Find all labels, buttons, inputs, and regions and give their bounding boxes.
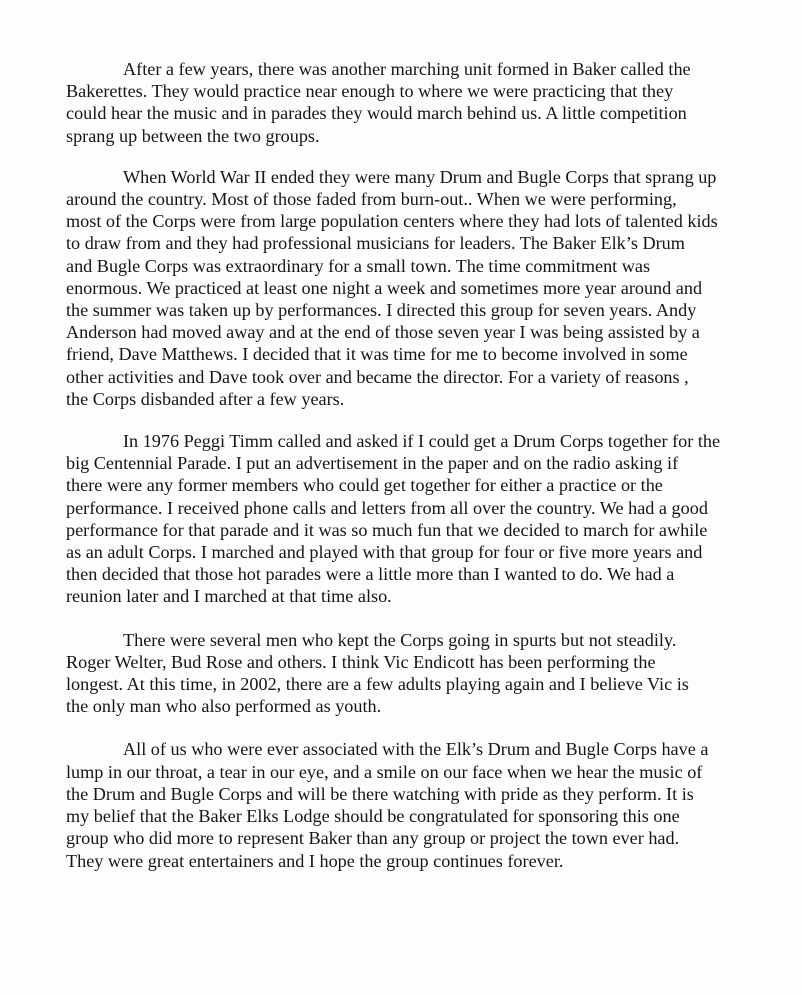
- text-line: They were great entertainers and I hope the group continues forever.: [66, 850, 564, 871]
- text-line: the Corps disbanded after a few years.: [66, 388, 345, 409]
- text-line: Roger Welter, Bud Rose and others. I think Vic Endicott has been performing the: [66, 651, 656, 672]
- text-line: After a few years, there was another marching unit formed in Baker called the: [123, 59, 691, 79]
- text-line: as an adult Corps. I marched and played with that group for four or five more years and: [66, 542, 703, 563]
- text-line: and Bugle Corps was extraordinary for a small town. The time commitment was: [66, 255, 651, 276]
- text-line: When World War II ended they were many Drum and Bugle Corps that sprang up: [123, 166, 717, 187]
- text-line: the Drum and Bugle Corps and will be there watching with pride as they perform. It is: [66, 783, 694, 804]
- text-line: In 1976 Peggi Timm called and asked if I could get a Drum Corps together for the: [123, 431, 721, 452]
- text-line: most of the Corps were from large population centers where they had lots of talented kids: [66, 211, 718, 232]
- text-line: reunion later and I marched at that time also.: [66, 586, 392, 607]
- text-line: around the country. Most of those faded from burn-out.. When we were performing,: [66, 189, 677, 210]
- text-line: big Centennial Parade. I put an advertisement in the paper and on the radio asking if: [66, 453, 679, 474]
- paragraph-4: [66, 629, 776, 718]
- text-line: sprang up between the two groups.: [66, 125, 320, 146]
- document-body: [66, 58, 776, 872]
- text-line: longest. At this time, in 2002, there are a few adults playing again and I believe Vic is: [66, 674, 689, 695]
- text-line: Bakerettes. They would practice near enough to where we were practicing that they: [66, 81, 674, 102]
- paragraph-2: [66, 166, 776, 410]
- text-line: my belief that the Baker Elks Lodge should be congratulated for sponsoring this one: [66, 806, 680, 827]
- text-line: to draw from and they had professional musicians for leaders. The Baker Elk’s Drum: [66, 233, 685, 254]
- text-line: All of us who were ever associated with the Elk’s Drum and Bugle Corps have a: [123, 739, 709, 760]
- text-line: could hear the music and in parades they would march behind us. A little competition: [66, 103, 687, 124]
- text-line: then decided that those hot parades were a little more than I wanted to do. We had a: [66, 564, 675, 585]
- text-line: There were several men who kept the Corps going in spurts but not steadily.: [123, 629, 677, 650]
- text-line: friend, Dave Matthews. I decided that it was time for me to become involved in some: [66, 344, 688, 365]
- paragraph-3: [66, 430, 776, 608]
- text-line: performance for that parade and it was so much fun that we decided to march for awhile: [66, 519, 708, 540]
- text-line: the only man who also performed as youth.: [66, 696, 382, 717]
- text-line: other activities and Dave took over and became the director. For a variety of reasons ,: [66, 366, 689, 387]
- text-line: there were any former members who could get together for either a practice or the: [66, 475, 663, 496]
- text-line: enormous. We practiced at least one night a week and sometimes more year around and: [66, 277, 703, 298]
- text-line: lump in our throat, a tear in our eye, and a smile on our face when we hear the music of: [66, 761, 703, 782]
- paragraph-5: [66, 738, 776, 871]
- text-line: performance. I received phone calls and letters from all over the country. We had a good: [66, 497, 708, 518]
- text-line: Anderson had moved away and at the end of those seven year I was being assisted by a: [66, 322, 700, 343]
- paragraph-1: [66, 58, 776, 147]
- text-line: the summer was taken up by performances. I directed this group for seven years. Andy: [66, 300, 697, 321]
- text-line: group who did more to represent Baker than any group or project the town ever had.: [66, 828, 680, 849]
